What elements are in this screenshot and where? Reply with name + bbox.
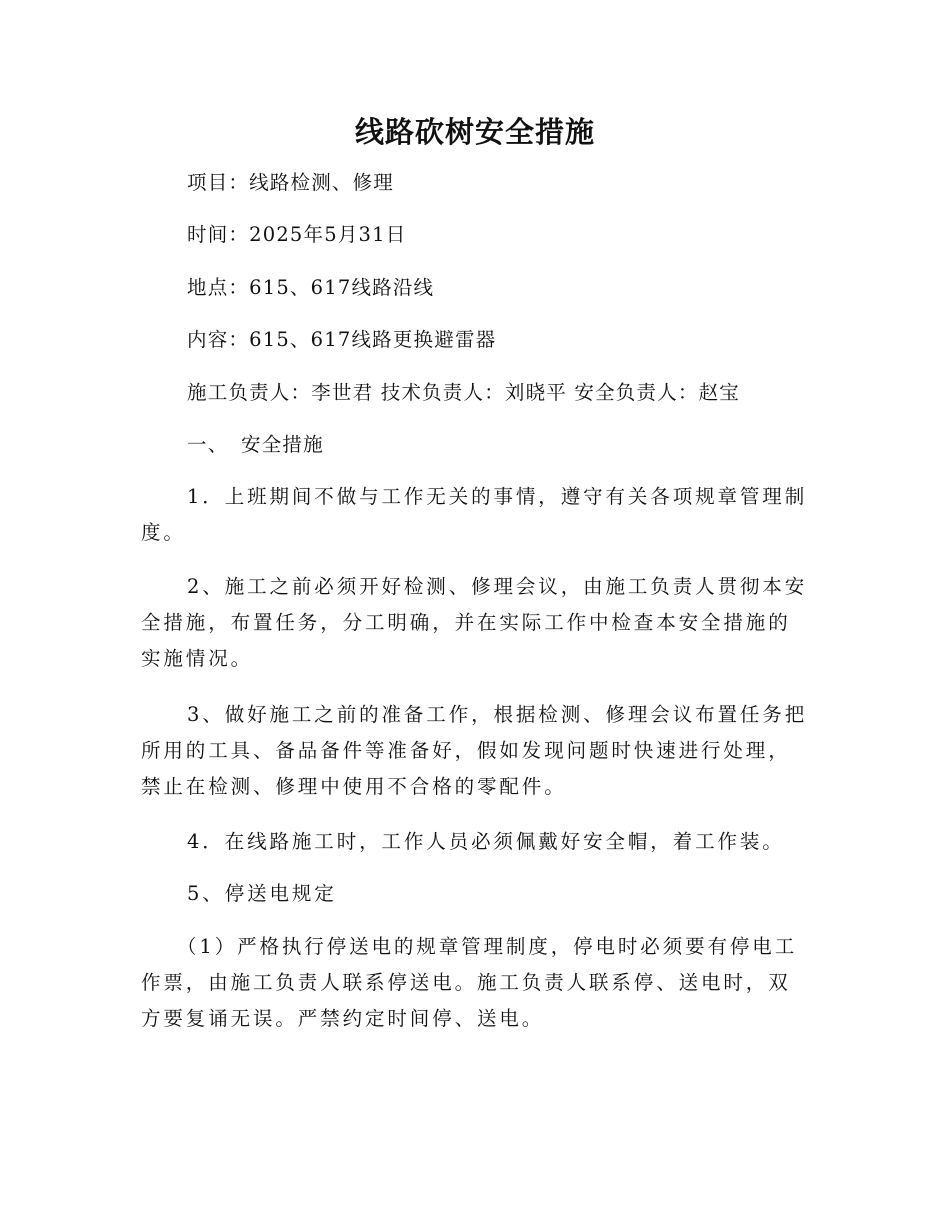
section-heading-number: 一、 [187, 433, 229, 456]
location-line: 地点：615、617线路沿线 [187, 276, 435, 299]
time-line: 时间：2025年5月31日 [187, 223, 407, 246]
content-line: 内容：615、617线路更换避雷器 [187, 328, 497, 351]
safety-item-3: 3、做好施工之前的准备工作，根据检测、修理会议布置任务把所用的工具、备品备件等准备好，假如发现问题时快速进行处理，禁止在检测、修理中使用不合格的零配件。 [141, 703, 808, 798]
section-heading [187, 432, 324, 458]
safety-sub-item-1: （1）严格执行停送电的规章管理制度，停电时必须要有停电工作票，由施工负责人联系停送电。施工负责人联系停、送电时，双方要复诵无误。严禁约定时间停、送电。 [141, 935, 798, 1030]
document-title: 线路砍树安全措施 [354, 115, 595, 149]
project-line: 项目：线路检测、修理 [187, 171, 395, 194]
safety-item-2: 2、施工之前必须开好检测、修理会议，由施工负责人贯彻本安全措施，布置任务，分工明确，并在实际工作中检查本安全措施的实施情况。 [141, 575, 808, 670]
safety-item-1: 1．上班期间不做与工作无关的事情，遵守有关各项规章管理制度。 [141, 485, 808, 544]
safety-item-5: 5、停送电规定 [187, 882, 337, 905]
section-heading-text: 安全措施 [241, 433, 324, 456]
responsible-line: 施工负责人：李世君 技术负责人：刘晓平 安全负责人：赵宝 [187, 381, 740, 404]
safety-item-4: 4．在线路施工时，工作人员必须佩戴好安全帽，着工作装。 [187, 830, 785, 853]
